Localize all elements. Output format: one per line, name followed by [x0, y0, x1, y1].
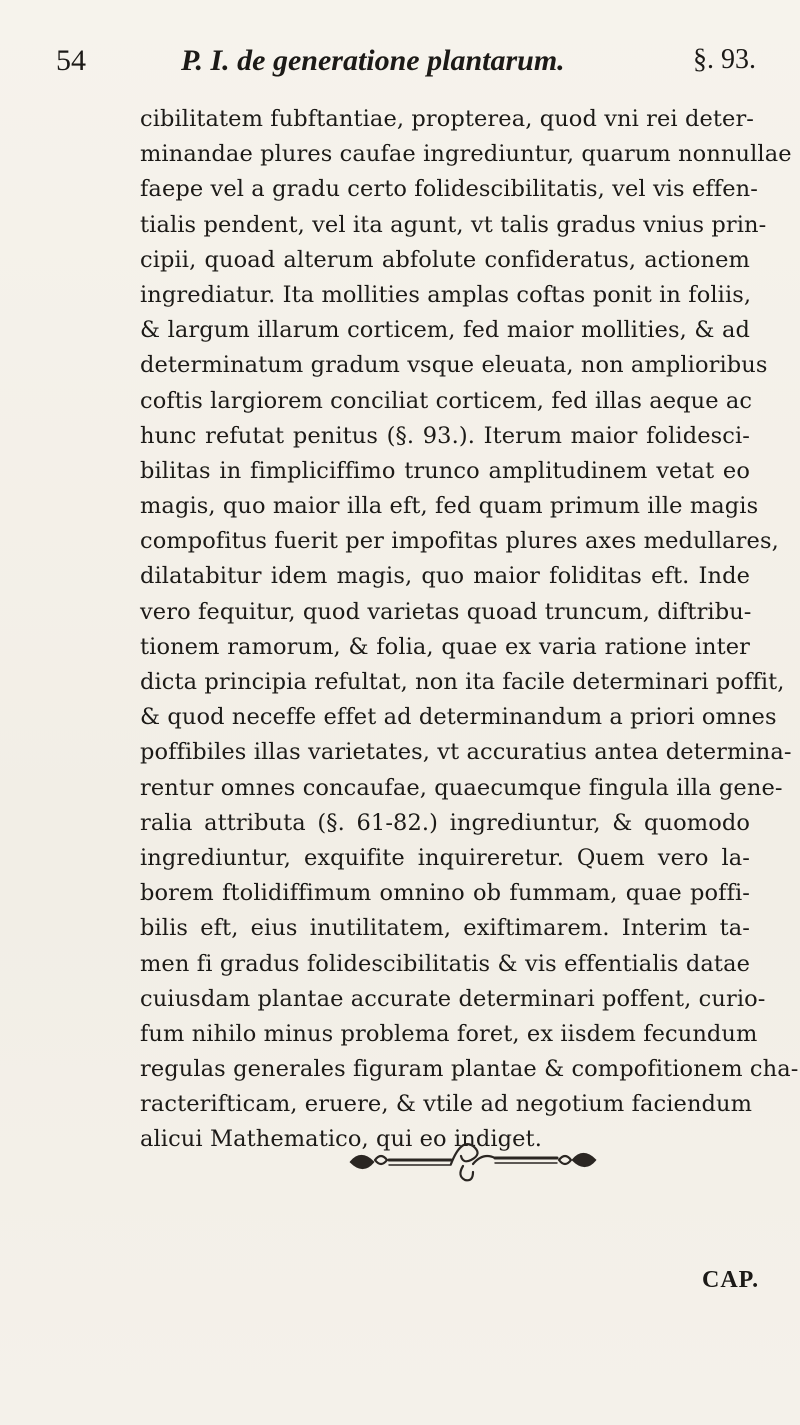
- text-line: faepe vel a gradu certo folidescibilitatis, vel vis effen-: [140, 176, 758, 203]
- text-line: ingrediuntur, exquifite inquireretur. Quem vero la-: [140, 844, 750, 871]
- text-line: coftis largiorem conciliat corticem, fed illas aeque ac: [140, 387, 753, 414]
- text-line: dicta principia refultat, non ita facile determinari poffit,: [140, 669, 785, 695]
- text-line: cuiusdam plantae accurate determinari poffent, curio-: [140, 985, 766, 1012]
- text-line: fum nihilo minus problema foret, ex iisdem fecundum: [140, 1020, 758, 1047]
- text-line: vero fequitur, quod varietas quoad truncum, diftribu-: [140, 598, 752, 625]
- text-line: ralia attributa (§. 61-82.) ingrediuntur, & quomodo: [140, 809, 750, 836]
- text-line: men fi gradus folidescibilitatis & vis effentialis datae: [140, 950, 750, 977]
- text-line: bilis eft, eius inutilitatem, exiftimarem. Interim ta-: [140, 915, 750, 942]
- running-title: P. I. de generatione plantarum.: [181, 44, 565, 77]
- text-line: cipii, quoad alterum abfolute confideratus, actionem: [140, 246, 750, 273]
- catchword: CAP.: [702, 1267, 760, 1293]
- text-line: & largum illarum corticem, fed maior mollities, & ad: [140, 317, 750, 344]
- section-reference: §. 93.: [693, 44, 756, 75]
- page-number: 54: [56, 44, 86, 77]
- body-text: [140, 102, 799, 1158]
- text-line: regulas generales figuram plantae & compofitionem cha-: [140, 1056, 799, 1083]
- text-line: magis, quo maior illa eft, fed quam primum ille magis: [140, 493, 759, 520]
- text-line: dilatabitur idem magis, quo maior foliditas eft. Inde: [140, 563, 750, 590]
- text-line: & quod neceffe effet ad determinandum a priori omnes: [140, 704, 777, 731]
- text-line: tionem ramorum, & folia, quae ex varia ratione inter: [140, 633, 750, 660]
- text-line: compofitus fuerit per impofitas plures axes medullares,: [140, 528, 779, 555]
- text-line: racterifticam, eruere, & vtile ad negotium faciendum: [140, 1091, 753, 1118]
- text-line: bilitas in fimpliciffimo trunco amplitudinem vetat eo: [140, 457, 750, 484]
- text-line: tialis pendent, vel ita agunt, vt talis gradus vnius prin-: [140, 211, 767, 238]
- text-line: ingrediatur. Ita mollities amplas coftas ponit in foliis,: [140, 281, 752, 308]
- text-line: determinatum gradum vsque eleuata, non amplioribus: [140, 352, 768, 379]
- page-header: [56, 44, 756, 104]
- printer-ornament-icon: [345, 1134, 605, 1184]
- text-line: hunc refutat penitus (§. 93.). Iterum maior folidesci-: [140, 422, 750, 449]
- text-line: cibilitatem fubftantiae, propterea, quod vni rei deter-: [140, 106, 755, 132]
- text-line: poffibiles illas varietates, vt accuratius antea determina-: [140, 739, 792, 766]
- text-line: minandae plures caufae ingrediuntur, quarum nonnullae: [140, 141, 792, 168]
- text-line: rentur omnes concaufae, quaecumque fingula illa gene-: [140, 774, 783, 801]
- text-line: alicui Mathematico, qui eo indiget.: [140, 1126, 542, 1153]
- text-line: borem ftolidiffimum omnino ob fummam, quae poffi-: [140, 880, 750, 907]
